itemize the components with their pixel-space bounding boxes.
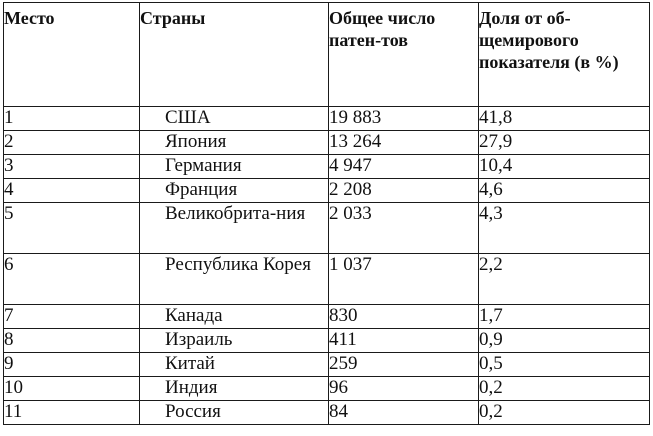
cell-share: 41,8: [479, 107, 650, 131]
cell-share: 10,4: [479, 155, 650, 179]
table-row: [4, 329, 650, 353]
cell-share: 4,3: [479, 203, 650, 254]
cell-total: 830: [329, 305, 479, 329]
cell-share: 0,2: [479, 401, 650, 425]
cell-place: 7: [4, 305, 140, 329]
table-row: [4, 401, 650, 425]
cell-place: 3: [4, 155, 140, 179]
cell-country: Германия: [140, 155, 329, 179]
cell-country: Великобрита-ния: [140, 203, 329, 254]
patents-table: [3, 2, 650, 425]
cell-place: 9: [4, 353, 140, 377]
cell-place: 4: [4, 179, 140, 203]
cell-country: Канада: [140, 305, 329, 329]
cell-country: США: [140, 107, 329, 131]
table-row: [4, 305, 650, 329]
cell-total: 2 033: [329, 203, 479, 254]
table-row: [4, 131, 650, 155]
header-country: Страны: [140, 3, 329, 107]
table-row: [4, 254, 650, 305]
cell-place: 11: [4, 401, 140, 425]
table-row: [4, 107, 650, 131]
cell-place: 6: [4, 254, 140, 305]
cell-share: 4,6: [479, 179, 650, 203]
cell-total: 13 264: [329, 131, 479, 155]
cell-share: 2,2: [479, 254, 650, 305]
cell-country: Китай: [140, 353, 329, 377]
table-row: [4, 377, 650, 401]
cell-total: 1 037: [329, 254, 479, 305]
cell-country: Республика Корея: [140, 254, 329, 305]
header-world-share: Доля от об-щемирового показателя (в %): [479, 3, 650, 107]
cell-share: 27,9: [479, 131, 650, 155]
cell-total: 2 208: [329, 179, 479, 203]
cell-total: 259: [329, 353, 479, 377]
table-row: [4, 179, 650, 203]
cell-place: 5: [4, 203, 140, 254]
cell-country: Израиль: [140, 329, 329, 353]
cell-country: Россия: [140, 401, 329, 425]
cell-share: 0,2: [479, 377, 650, 401]
cell-place: 10: [4, 377, 140, 401]
cell-place: 8: [4, 329, 140, 353]
table-row: [4, 203, 650, 254]
header-row: [4, 3, 650, 107]
cell-place: 2: [4, 131, 140, 155]
cell-share: 0,9: [479, 329, 650, 353]
cell-place: 1: [4, 107, 140, 131]
cell-share: 0,5: [479, 353, 650, 377]
header-total-patents: Общее число патен-тов: [329, 3, 479, 107]
cell-total: 19 883: [329, 107, 479, 131]
cell-country: Франция: [140, 179, 329, 203]
cell-total: 411: [329, 329, 479, 353]
table-row: [4, 353, 650, 377]
table-row: [4, 155, 650, 179]
cell-country: Индия: [140, 377, 329, 401]
cell-total: 84: [329, 401, 479, 425]
cell-share: 1,7: [479, 305, 650, 329]
header-place: Место: [4, 3, 140, 107]
cell-total: 4 947: [329, 155, 479, 179]
cell-total: 96: [329, 377, 479, 401]
cell-country: Япония: [140, 131, 329, 155]
